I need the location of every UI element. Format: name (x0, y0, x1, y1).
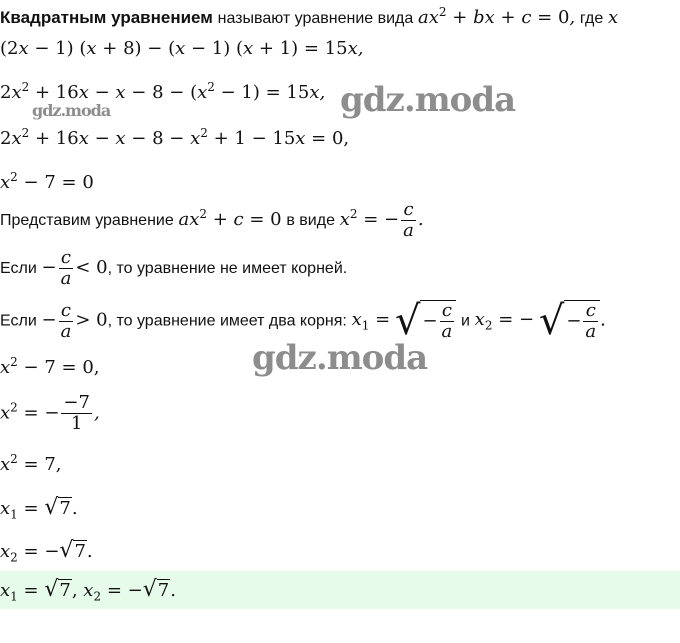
sqrt-expression: √ − $\frac{c}{a}$ (539, 300, 600, 342)
represent-text: Представим уравнение (0, 211, 174, 229)
and-word: и (461, 312, 470, 330)
equation-simplified: $x^2 - 7 = 0$ (0, 170, 94, 193)
final-answer: $x_1 = √7$, $x_2 = -√7$. (0, 577, 176, 604)
no-roots-text: , то уравнение не имеет корней. (107, 259, 348, 277)
in-form-text: в виде (286, 211, 335, 229)
general-equation: $ax^2$ + bx + c = 0, (418, 5, 576, 28)
equation-expanded: $2x^2 + 16x - x - 8 - (x^2 - 1) = 15x$, (0, 80, 326, 103)
fraction-minus7-over-1: $\frac{-7}{1}$ (63, 392, 90, 434)
fraction-c-over-a: $\frac{c}{a}$ (403, 199, 414, 241)
root-two: $x_2 = -√7$. (0, 538, 93, 565)
equation-original: (2x − 1) (x + 8) − (x − 1) (x + 1) = 15x, (0, 38, 364, 59)
definition-where: где (579, 10, 604, 27)
condition-no-roots: Если − $\frac{c}{a}$ < 0, то уравнение не имеет корней. (0, 247, 348, 289)
if-word: Если (0, 312, 37, 330)
definition-text: называют уравнение вида (217, 10, 414, 27)
watermark: gdz.moda (340, 80, 516, 120)
definition-term: Квадратным уравнением (0, 8, 213, 27)
condition-two-roots: Если − $\frac{c}{a}$ > 0, то уравнение имеет два корня: $x_1$ = √ − $\frac{c}{a}$ и $x_2$ = − √ − $\frac{c}{a}$ . (0, 298, 606, 344)
fraction-c-over-a: $\frac{c}{a}$ (60, 247, 72, 289)
root-one: $x_1 = √7$. (0, 495, 78, 522)
definition-line (0, 7, 618, 30)
step-equation: $x^2 - 7 = 0$, (0, 355, 100, 378)
equation-moved: $2x^2 + 16x - x - 8 - x^2 + 1 - 15x = 0$, (0, 126, 350, 149)
variable-x: x (607, 7, 619, 28)
fraction-c-over-a: $\frac{c}{a}$ (60, 299, 72, 342)
step-fraction: $x^2$ = − $\frac{-7}{1}$ , (0, 392, 100, 434)
watermark-small: gdz.moda (32, 101, 111, 120)
two-roots-text: , то уравнение имеет два корня: (107, 312, 347, 330)
represent-line: Представим уравнение $ax^2 + c = 0$ в виде $x^2$ = − $\frac{c}{a}$ . (0, 199, 424, 241)
watermark: gdz.moda (252, 338, 428, 378)
sqrt-expression: √ − $\frac{c}{a}$ (395, 300, 456, 342)
if-word: Если (0, 259, 37, 277)
step-square: $x^2 = 7$, (0, 452, 62, 475)
